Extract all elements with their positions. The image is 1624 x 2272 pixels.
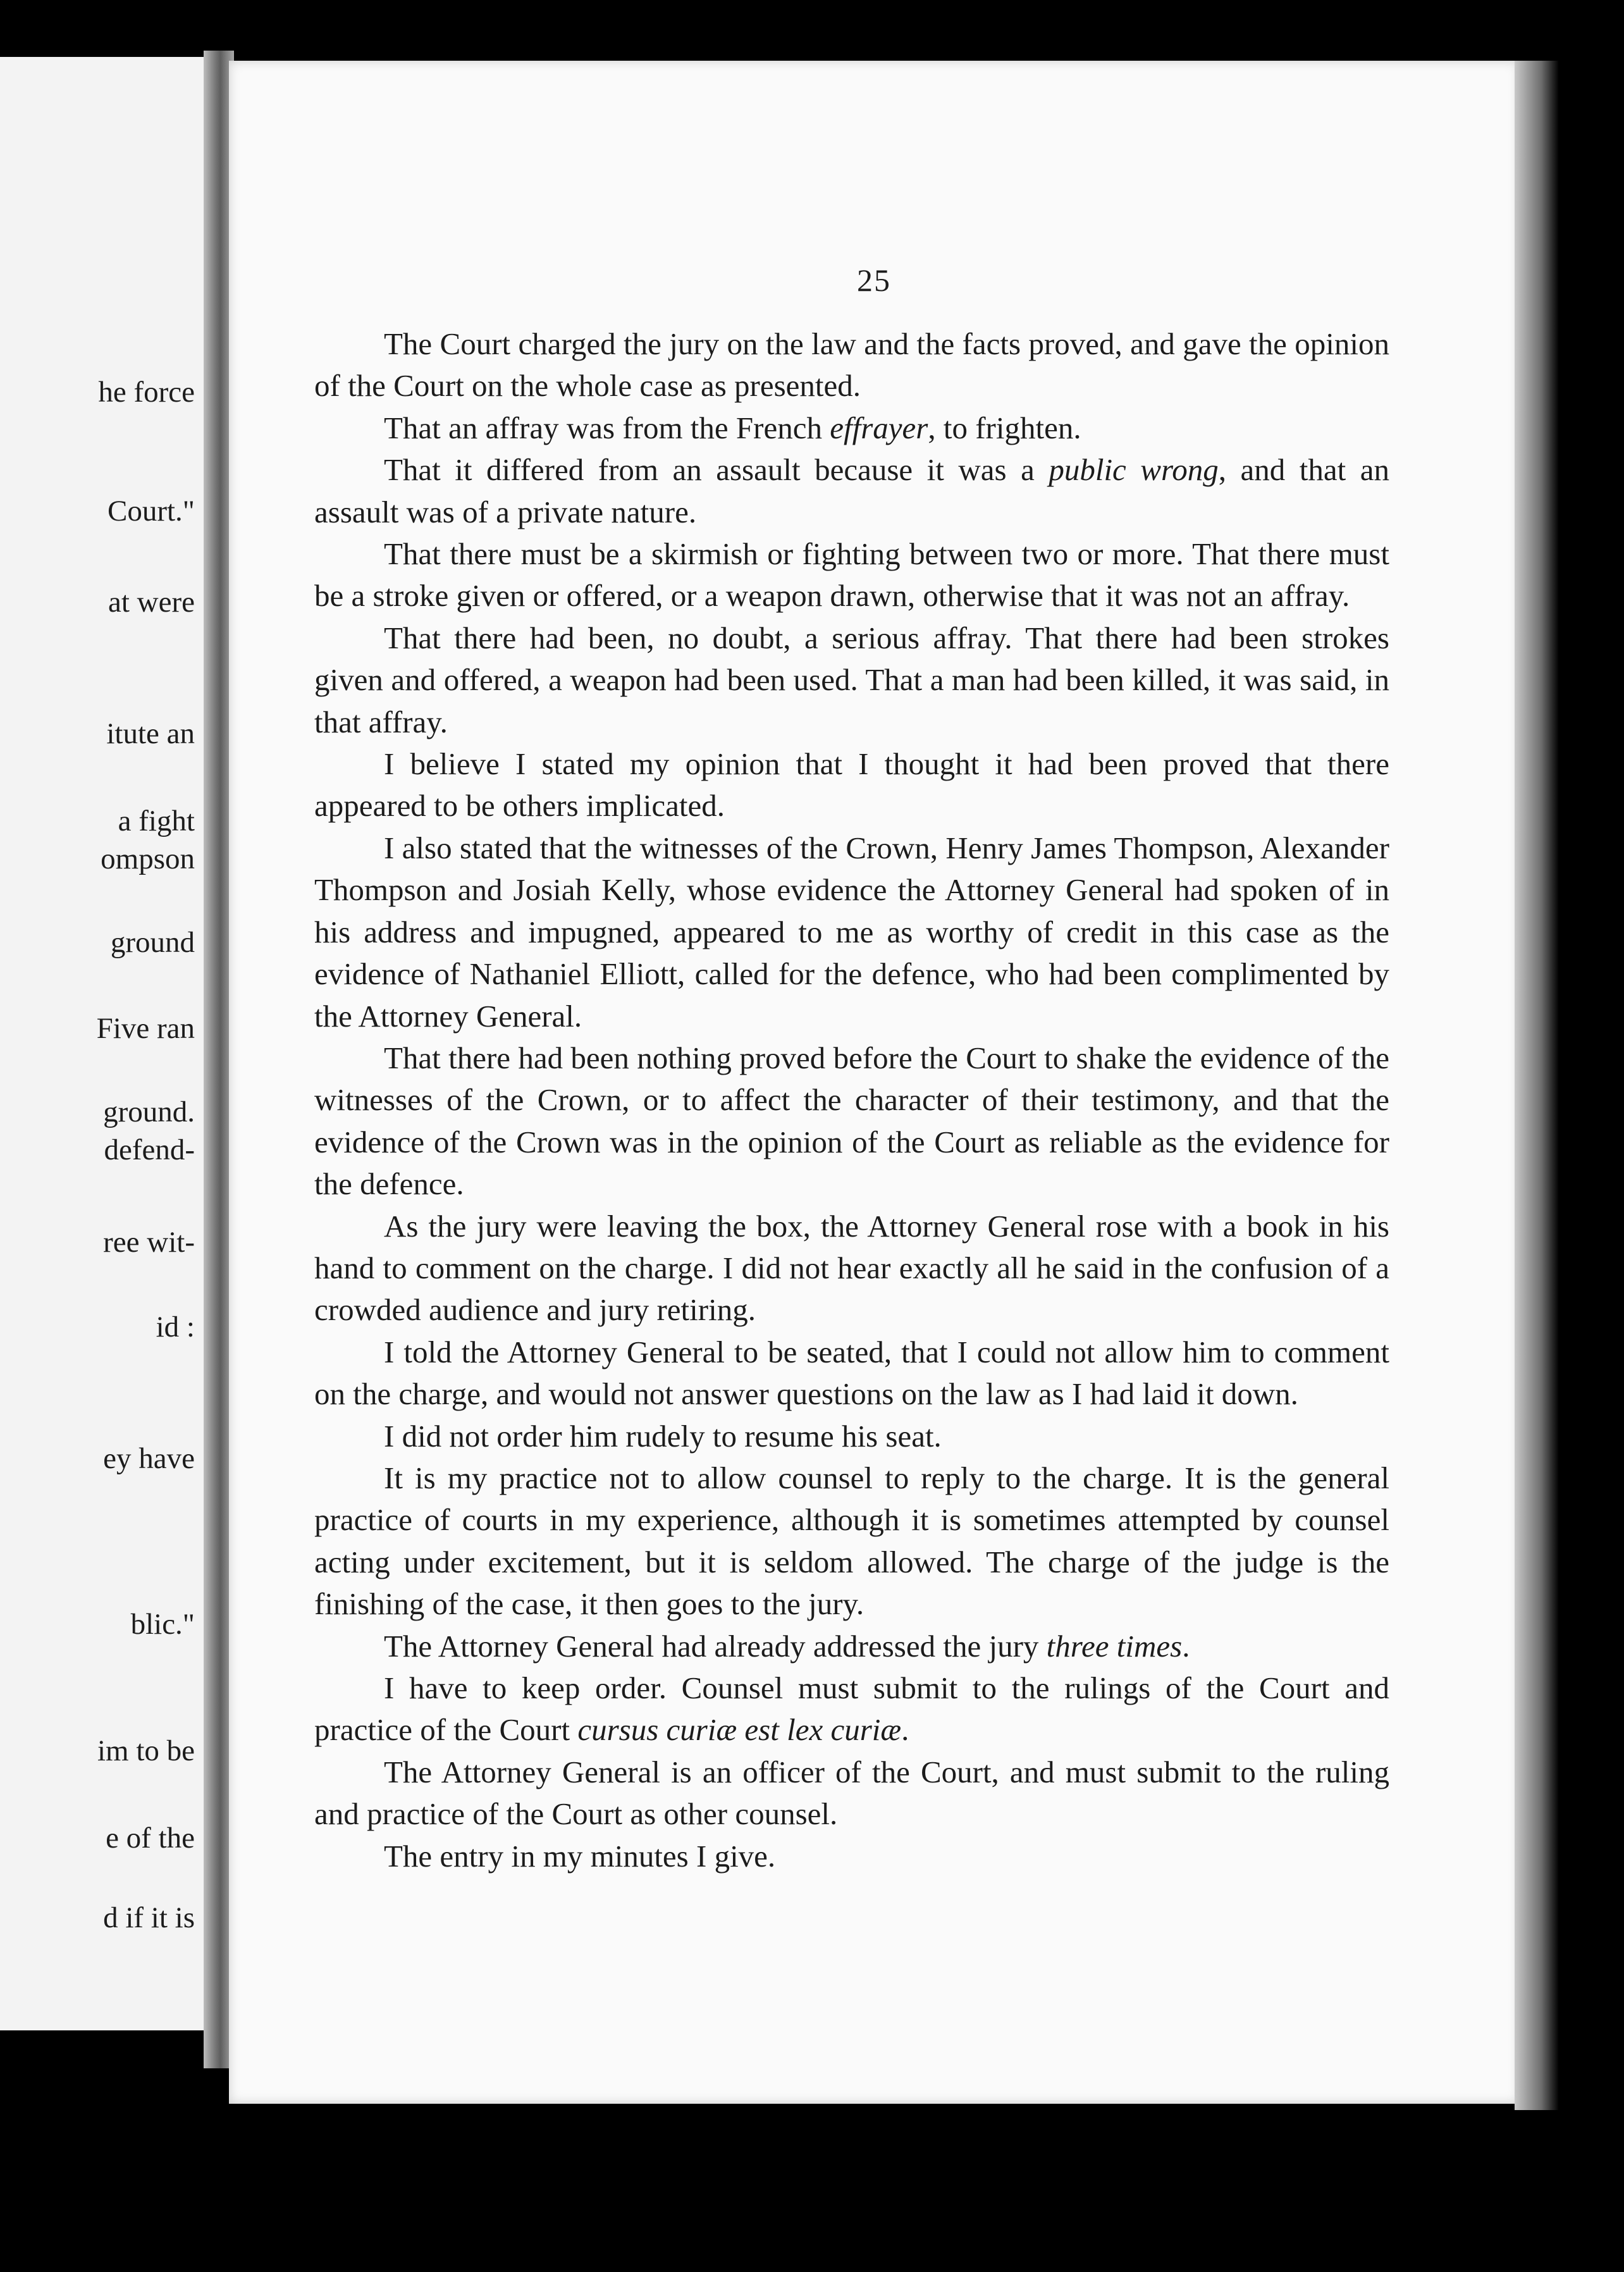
left-page-line: blic." bbox=[130, 1608, 195, 1641]
page-edge-shadow bbox=[1515, 61, 1559, 2110]
text-run: The entry in my minutes I give. bbox=[384, 1838, 776, 1874]
paragraph bbox=[314, 1836, 1389, 1877]
text-run: That it differed from an assault because it was a bbox=[384, 452, 1049, 488]
left-page-line: im to be bbox=[97, 1734, 195, 1767]
text-run: I have to keep order. Counsel must submit to the rulings of the Court and practice of the Court bbox=[314, 1670, 1389, 1748]
text-run: . bbox=[1182, 1628, 1190, 1664]
text-run: , and that an assault was of a private nature. bbox=[314, 452, 1389, 529]
left-page-line: itute an bbox=[106, 717, 195, 750]
paragraph bbox=[314, 1206, 1389, 1331]
text-run: That there must be a skirmish or fighting between two or more. That there must be a stroke given or offered, or a weapon drawn, otherwise that it was not an affray. bbox=[314, 536, 1389, 614]
paragraph bbox=[314, 1416, 1389, 1457]
text-run: The Court charged the jury on the law and the facts proved, and gave the opinion of the Court on the whole case as presented. bbox=[314, 326, 1389, 404]
text-run: The Attorney General had already addressed the jury bbox=[384, 1628, 1047, 1664]
left-page-line: he force bbox=[98, 376, 195, 409]
text-run: That there had been nothing proved before the Court to shake the evidence of the witnesses of the Crown, or to affect the character of their testimony, and that the evidence of the Crown was in the opinion of the Court as reliable as the evidence for the defence. bbox=[314, 1040, 1389, 1202]
text-run: I believe I stated my opinion that I thought it had been proved that there appeared to be others implicated. bbox=[314, 746, 1389, 824]
page-25 bbox=[229, 61, 1519, 2104]
page-number: 25 bbox=[857, 262, 891, 298]
left-page-line: a fight bbox=[118, 805, 195, 837]
left-page-line: e of the bbox=[106, 1822, 195, 1855]
paragraph bbox=[314, 1667, 1389, 1751]
italic-phrase: cursus curiæ est lex curiæ bbox=[577, 1712, 902, 1748]
paragraph bbox=[314, 743, 1389, 827]
paragraph bbox=[314, 617, 1389, 743]
italic-phrase: effrayer bbox=[830, 410, 928, 445]
text-run: It is my practice not to allow counsel to reply to the charge. It is the general practice of courts in my experience, although it is sometimes attempted by counsel acting under excitement, but it is seldom allowed. The charge of the judge is the finishing of the case, it then goes to the jury. bbox=[314, 1460, 1389, 1622]
paragraph bbox=[314, 533, 1389, 617]
paragraph bbox=[314, 449, 1389, 533]
text-run: I also stated that the witnesses of the Crown, Henry James Thompson, Alexander Thompson and Josiah Kelly, whose evidence the Attorney General had spoken of in his address and impugned, appeared to me as worthy of credit in this case as the evidence of Nathaniel Elliott, called for the defence, who had been complimented by the Attorney General. bbox=[314, 830, 1389, 1034]
left-page-line: ey have bbox=[103, 1442, 195, 1475]
paragraph bbox=[314, 1751, 1389, 1836]
left-page-line: Court." bbox=[108, 495, 195, 528]
paragraph bbox=[314, 1037, 1389, 1206]
text-run: That there had been, no doubt, a serious affray. That there had been strokes given and offered, a weapon had been used. That a man had been killed, it was said, in that affray. bbox=[314, 620, 1389, 739]
paragraph bbox=[314, 407, 1389, 449]
paragraph bbox=[314, 323, 1389, 407]
left-page-line: id : bbox=[156, 1311, 195, 1343]
text-run: . bbox=[901, 1712, 909, 1748]
paragraph bbox=[314, 1626, 1389, 1667]
left-page-line: at were bbox=[108, 586, 195, 619]
paragraph bbox=[314, 1331, 1389, 1416]
left-page-line: defend- bbox=[104, 1133, 195, 1166]
italic-phrase: three times bbox=[1046, 1628, 1183, 1664]
paragraph bbox=[314, 1457, 1389, 1626]
text-run: I did not order him rudely to resume his seat. bbox=[384, 1418, 942, 1454]
text-run: That an affray was from the French bbox=[384, 410, 830, 445]
left-page-line: ground bbox=[110, 926, 195, 959]
text-run: The Attorney General is an officer of the Court, and must submit to the ruling and practice of the Court as other counsel. bbox=[314, 1754, 1389, 1832]
text-run: As the jury were leaving the box, the Attorney General rose with a book in his hand to comment on the charge. I did not hear exactly all he said in the confusion of a crowded audience and jury retiring. bbox=[314, 1208, 1389, 1328]
left-page-line: ompson bbox=[101, 843, 195, 875]
left-page-line: Five ran bbox=[96, 1012, 195, 1045]
left-page-line: ground. bbox=[103, 1096, 195, 1128]
left-page-line: ree wit- bbox=[103, 1226, 195, 1259]
body-text bbox=[314, 323, 1389, 1877]
text-run: I told the Attorney General to be seated, that I could not allow him to comment on the charge, and would not answer questions on the law as I had laid it down. bbox=[314, 1334, 1389, 1412]
facing-page-left bbox=[0, 57, 209, 2030]
italic-phrase: public wrong bbox=[1049, 452, 1219, 488]
text-run: , to frighten. bbox=[928, 410, 1081, 445]
left-page-line: d if it is bbox=[103, 1901, 195, 1934]
paragraph bbox=[314, 827, 1389, 1037]
